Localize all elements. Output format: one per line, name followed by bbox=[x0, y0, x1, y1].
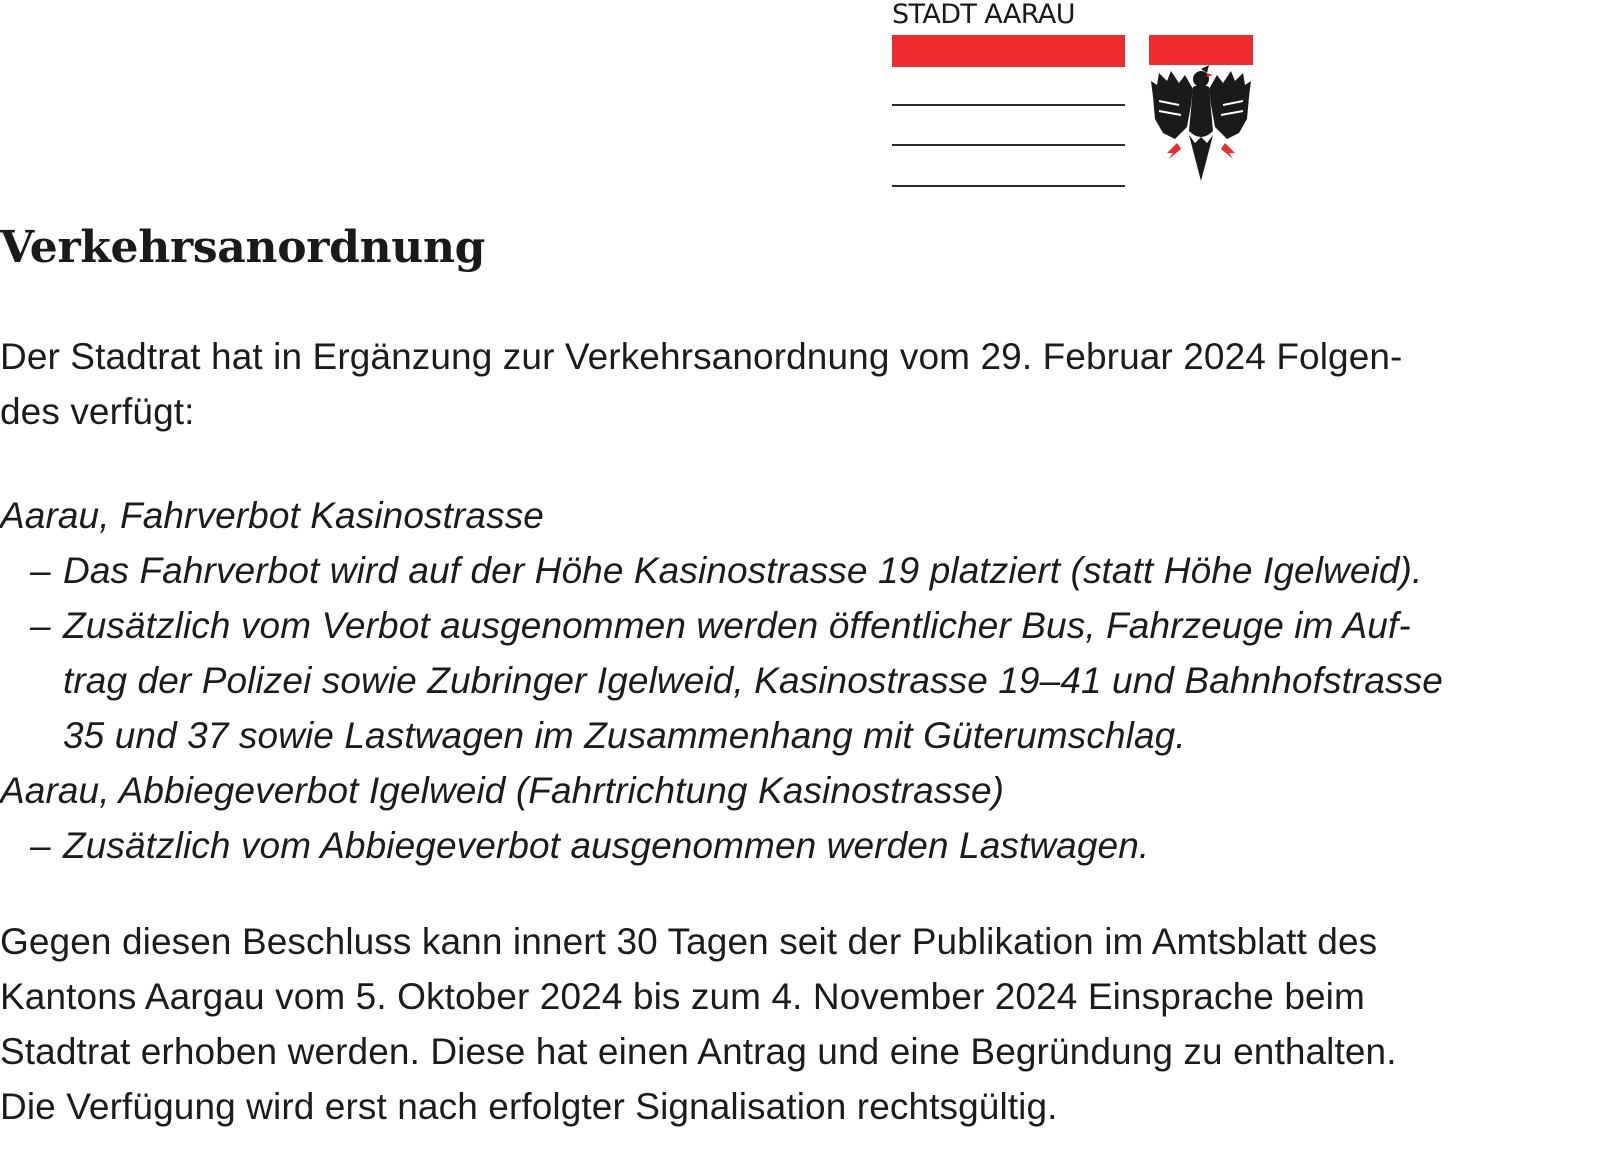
list-item-continuation bbox=[0, 708, 1598, 763]
footer-line: Stadtrat erhoben werden. Diese hat einen Antrag und eine Begründung zu enthalten. bbox=[0, 1031, 1397, 1072]
stadt-aarau-logo bbox=[892, 0, 1252, 190]
logo-line bbox=[892, 144, 1125, 146]
aarau-eagle-crest-icon bbox=[1149, 35, 1253, 183]
list-item bbox=[0, 543, 1598, 598]
list-dash: – bbox=[30, 550, 51, 591]
section-heading-fahrverbot: Aarau, Fahrverbot Kasinostrasse bbox=[0, 495, 544, 536]
legal-notice-paragraph bbox=[0, 914, 1598, 1134]
orders-list bbox=[0, 488, 1598, 873]
footer-line: Die Verfügung wird erst nach erfolgter Signalisation rechtsgültig. bbox=[0, 1086, 1058, 1127]
intro-line: des verfügt: bbox=[0, 391, 195, 432]
list-item bbox=[0, 598, 1598, 653]
intro-line: Der Stadtrat hat in Ergänzung zur Verkehrsanordnung vom 29. Februar 2024 Folgen- bbox=[0, 336, 1403, 377]
list-item bbox=[0, 818, 1598, 873]
logo-line bbox=[892, 185, 1125, 187]
logo-red-bar bbox=[892, 35, 1125, 67]
list-item-text: 35 und 37 sowie Lastwagen im Zusammenhang mit Güterumschlag. bbox=[63, 715, 1186, 756]
logo-text: STADT AARAU bbox=[892, 0, 1075, 30]
list-item-text: Das Fahrverbot wird auf der Höhe Kasinostrasse 19 platziert (statt Höhe Igelweid). bbox=[63, 550, 1423, 591]
list-item-continuation bbox=[0, 653, 1598, 708]
list-dash: – bbox=[30, 825, 51, 866]
footer-line: Kantons Aargau vom 5. Oktober 2024 bis zum 4. November 2024 Einsprache beim bbox=[0, 976, 1365, 1017]
page-title: Verkehrsanordnung bbox=[0, 222, 486, 273]
logo-line bbox=[892, 104, 1125, 106]
list-item-text: trag der Polizei sowie Zubringer Igelweid, Kasinostrasse 19–41 und Bahnhofstrasse bbox=[63, 660, 1443, 701]
footer-line: Gegen diesen Beschluss kann innert 30 Tagen seit der Publikation im Amtsblatt des bbox=[0, 921, 1378, 962]
list-item-text: Zusätzlich vom Verbot ausgenommen werden öffentlicher Bus, Fahrzeuge im Auf- bbox=[63, 605, 1411, 646]
intro-paragraph bbox=[0, 329, 1598, 439]
list-dash: – bbox=[30, 605, 51, 646]
section-heading-abbiegeverbot: Aarau, Abbiegeverbot Igelweid (Fahrtrichtung Kasinostrasse) bbox=[0, 770, 1005, 811]
list-item-text: Zusätzlich vom Abbiegeverbot ausgenommen werden Lastwagen. bbox=[63, 825, 1150, 866]
